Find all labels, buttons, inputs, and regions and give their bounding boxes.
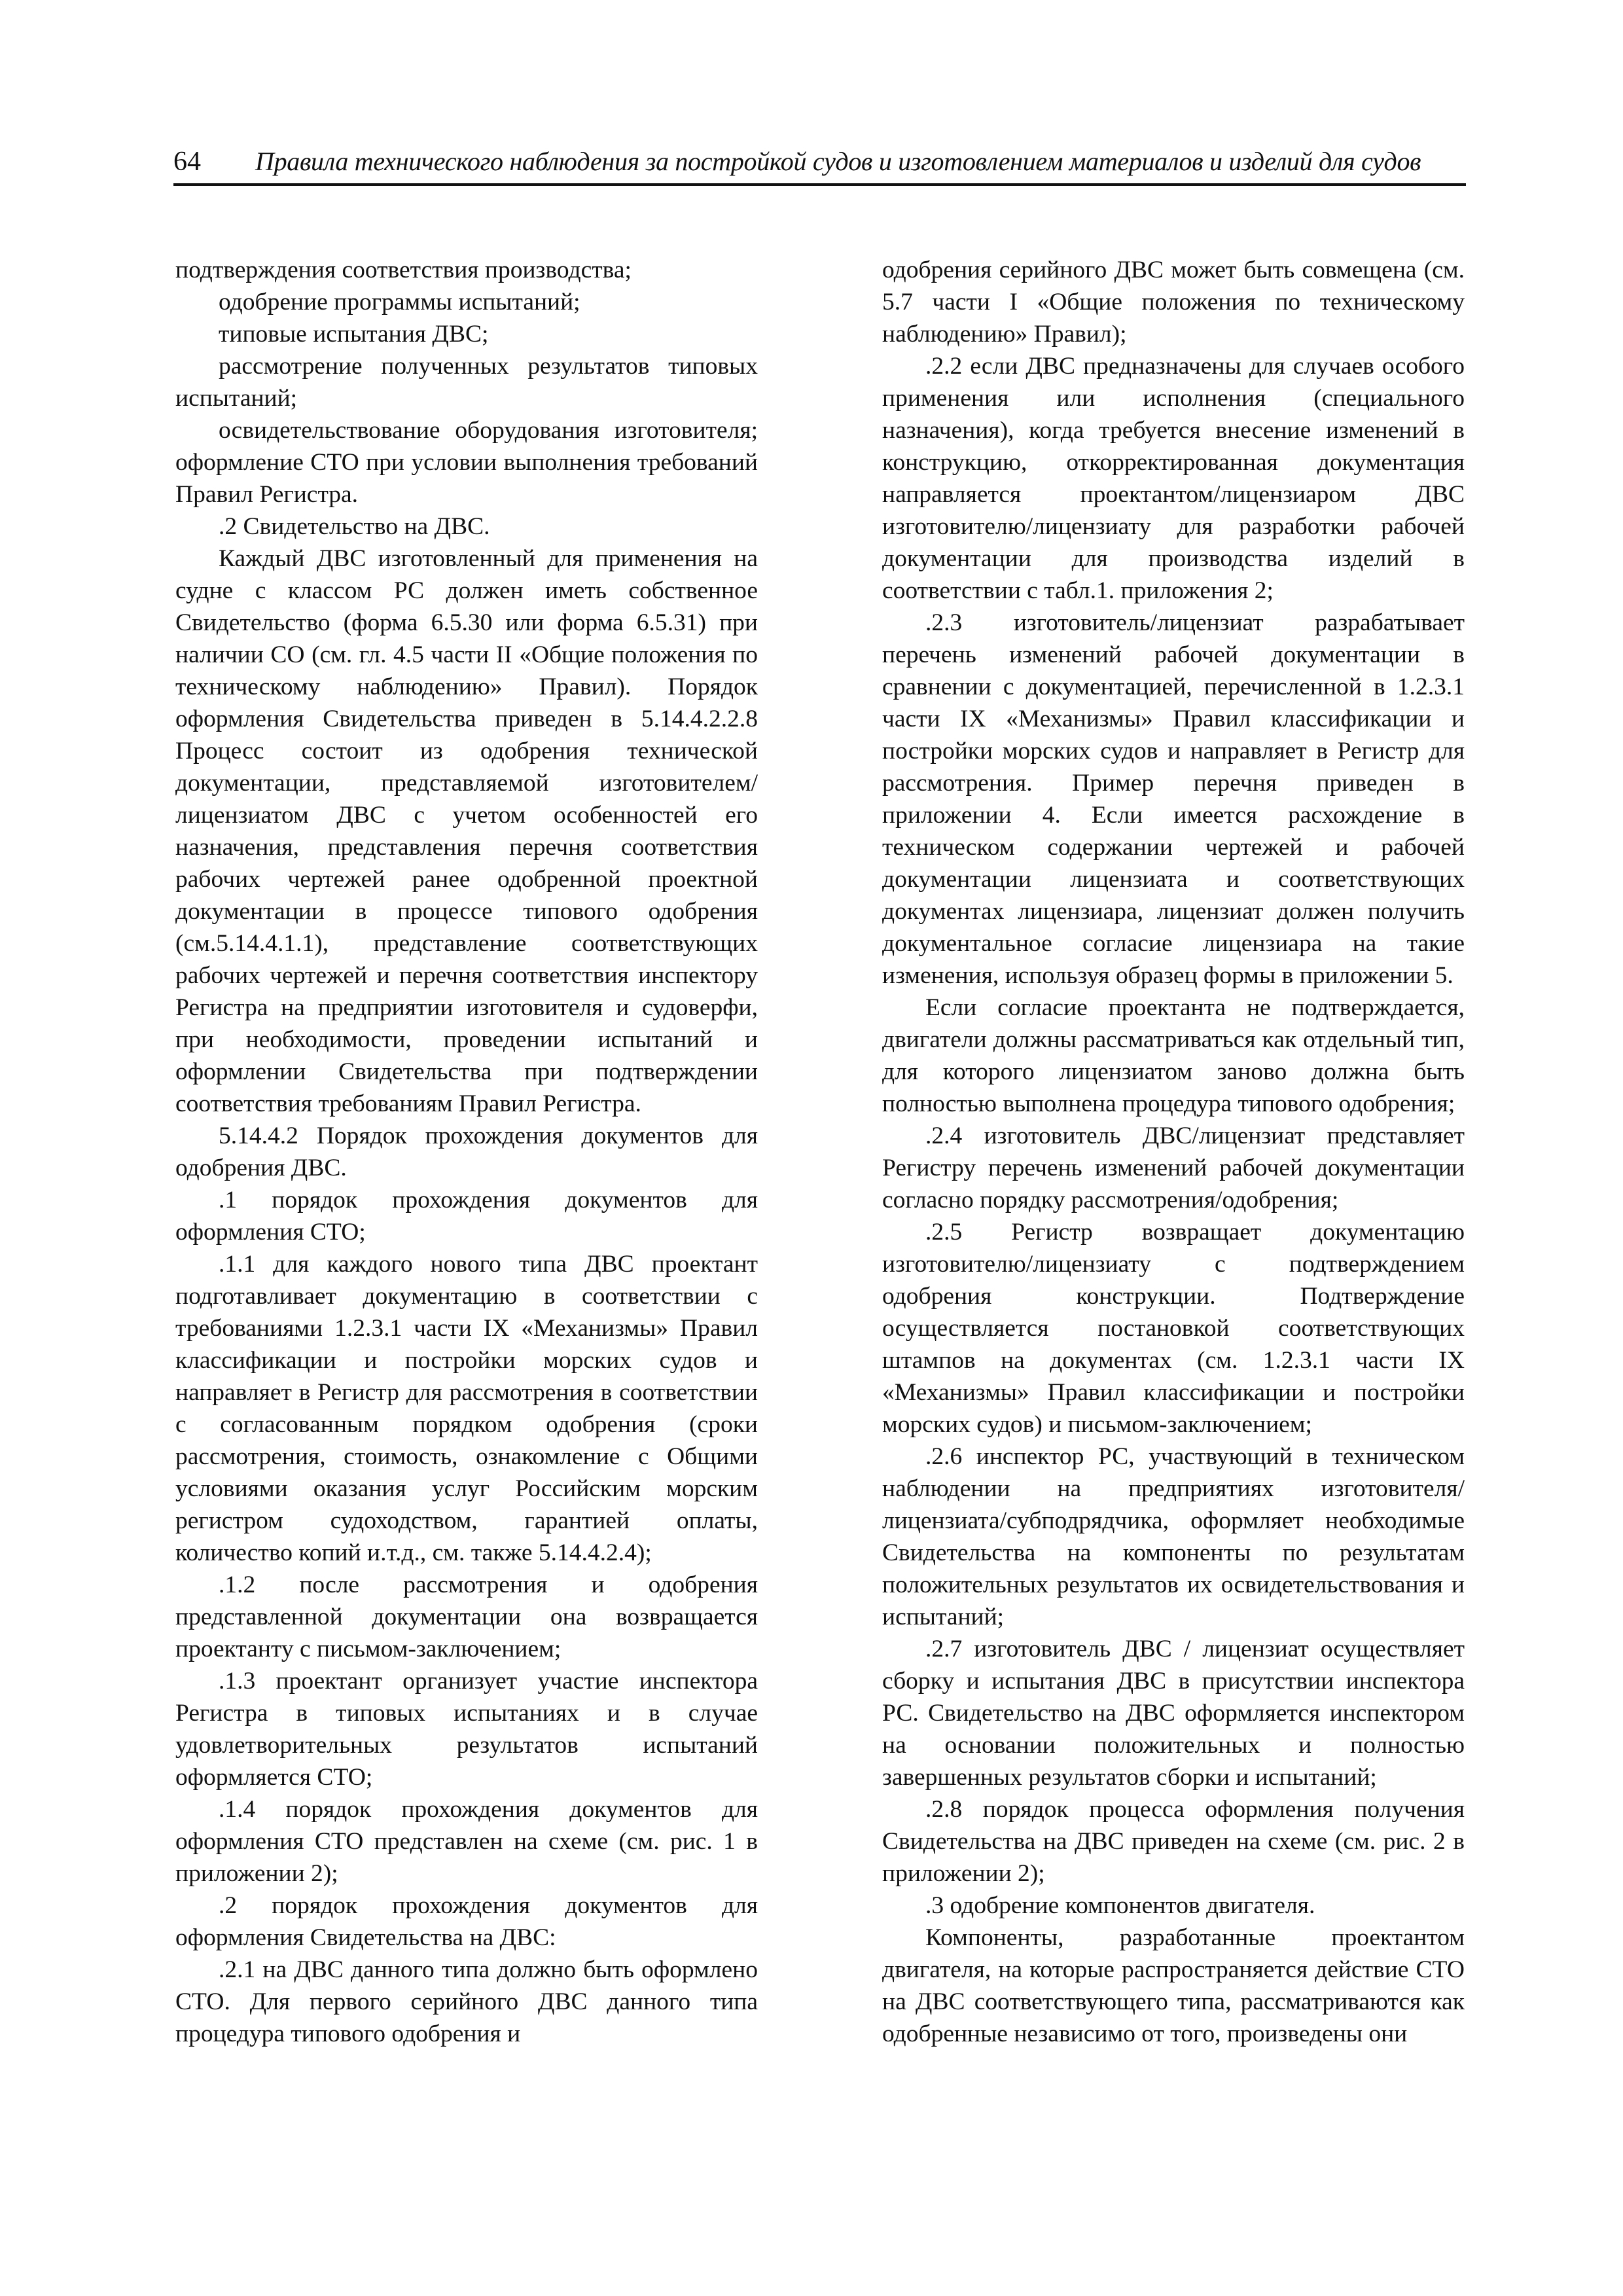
paragraph: .1.1 для каждого нового типа ДВС проектант подготавливает документацию в соответствии с требованиями 1.2.3.1 части IX «Механизмы» Правил классификации и постройки морских судов и направляет в Регистр для рассмотрения в соответствии с согласованным порядком одобрения (сроки рассмотрения, стоимость, ознакомление с Общими условиями оказания услуг Российским морским регистром судоходством, гарантией оплаты, количество копий и.т.д., см. также 5.14.4.2.4); bbox=[175, 1251, 758, 1566]
paragraph: одобрение программы испытаний; bbox=[219, 289, 580, 315]
paragraph: .2.1 на ДВС данного типа должно быть оформлено СТО. Для первого серийного ДВС данного типа процедура типового одобрения и bbox=[175, 1956, 758, 2047]
paragraph: типовые испытания ДВС; bbox=[219, 321, 489, 348]
paragraph: .2.3 изготовитель/лицензиат разрабатывает перечень изменений рабочей документации в сравнении с документацией, перечисленной в 1.2.3.1 части IX «Механизмы» Правил классификации и постройки морских судов и направляет в Регистр для рассмотрения. Пример перечня приведен в приложении 4. Если имеется расхождение в техническом содержании чертежей и рабочей документации лицензиата и соответствующих документах лицензиара, лицензиат должен получить документальное согласие лицензиара на такие изменения, используя образец формы в приложении 5. bbox=[882, 609, 1465, 989]
paragraph: .3 одобрение компонентов двигателя. bbox=[925, 1892, 1315, 1919]
paragraph: Если согласие проектанта не подтверждается, двигатели должны рассматриваться как отдельный тип, для которого лицензиатом заново должна быть полностью выполнена процедура типового одобрения; bbox=[882, 994, 1465, 1117]
paragraph: .2.5 Регистр возвращает документацию изготовителю/лицензиату с подтверждением одобрения конструкции. Подтверждение осуществляется постановкой соответствующих штампов на документах (см. 1.2.3.1 части IX «Механизмы» Правил классификации и постройки морских судов) и письмом-заключением; bbox=[882, 1219, 1465, 1438]
paragraph: Компоненты, разработанные проектантом двигателя, на которые распространяется действие СТО на ДВС соответствующего типа, рассматриваются как одобренные независимо от того, произведены они bbox=[882, 1924, 1465, 2047]
paragraph: .2.6 инспектор РС, участвующий в техническом наблюдении на предприятиях изготовителя/лицензиата/субподрядчика, оформляет необходимые Свидетельства на компоненты по результатам положительных результатов их освидетельствования и испытаний; bbox=[882, 1443, 1465, 1630]
page-header bbox=[173, 145, 1466, 178]
paragraph: подтверждения соответствия производства; bbox=[175, 257, 632, 283]
paragraph: .1.3 проектант организует участие инспектора Регистра в типовых испытаниях и в случае удовлетворительных результатов испытаний оформляется СТО; bbox=[175, 1668, 758, 1791]
header-rule bbox=[173, 183, 1466, 186]
paragraph: одобрения серийного ДВС может быть совмещена (см. 5.7 части I «Общие положения по техническому наблюдению» Правил); bbox=[882, 257, 1465, 348]
paragraph: Каждый ДВС изготовленный для применения на судне с классом РС должен иметь собственное Свидетельство (форма 6.5.30 или форма 6.5.31) при наличии СО (см. гл. 4.5 части II «Общие положения по техническому наблюдению» Правил). Порядок оформления Свидетельства приведен в 5.14.4.2.2.8 Процесс состоит из одобрения технической документации, представляемой изготовителем/лицензиатом ДВС с учетом особенностей его назначения, представления перечня соответствия рабочих чертежей ранее одобренной проектной документации в процессе типового одобрения (см.5.14.4.1.1), представление соответствующих рабочих чертежей и перечня соответствия инспектору Регистра на предприятии изготовителя и судоверфи, при необходимости, проведении испытаний и оформлении Свидетельства при подтверждении соответствия требованиям Правил Регистра. bbox=[175, 545, 758, 1117]
paragraph: .2.2 если ДВС предназначены для случаев особого применения или исполнения (специального назначения), когда требуется внесение изменений в конструкцию, откорректированная документация направляется проектантом/лицензиаром ДВС изготовителю/лицензиату для разработки рабочей документации для производства изделий в соответствии с табл.1. приложения 2; bbox=[882, 353, 1465, 604]
right-column bbox=[882, 254, 1465, 2050]
paragraph: .2.7 изготовитель ДВС / лицензиат осуществляет сборку и испытания ДВС в присутствии инспектора РС. Свидетельство на ДВС оформляется инспектором на основании положительных и полностью завершенных результатов сборки и испытаний; bbox=[882, 1636, 1465, 1791]
paragraph: .2 порядок прохождения документов для оформления Свидетельства на ДВС: bbox=[175, 1892, 758, 1951]
paragraph: .1.2 после рассмотрения и одобрения представленной документации она возвращается проектанту с письмом-заключением; bbox=[175, 1571, 758, 1662]
left-column bbox=[175, 254, 758, 2050]
paragraph: .1.4 порядок прохождения документов для оформления СТО представлен на схеме (см. рис. 1 в приложении 2); bbox=[175, 1796, 758, 1887]
running-title: Правила технического наблюдения за постройкой судов и изготовлением материалов и изделий для судов bbox=[255, 147, 1421, 176]
page-number: 64 bbox=[173, 147, 201, 177]
paragraph: .2.8 порядок процесса оформления получения Свидетельства на ДВС приведен на схеме (см. рис. 2 в приложении 2); bbox=[882, 1796, 1465, 1887]
paragraph: .2 Свидетельство на ДВС. bbox=[219, 513, 490, 540]
paragraph: рассмотрение полученных результатов типовых испытаний; bbox=[175, 353, 758, 412]
section-heading: 5.14.4.2 Порядок прохождения документов для одобрения ДВС. bbox=[175, 1122, 758, 1181]
paragraph: освидетельствование оборудования изготовителя; оформление СТО при условии выполнения требований Правил Регистра. bbox=[175, 417, 758, 508]
paragraph: .1 порядок прохождения документов для оформления СТО; bbox=[175, 1187, 758, 1246]
paragraph: .2.4 изготовитель ДВС/лицензиат представляет Регистру перечень изменений рабочей документации согласно порядку рассмотрения/одобрения; bbox=[882, 1122, 1465, 1213]
